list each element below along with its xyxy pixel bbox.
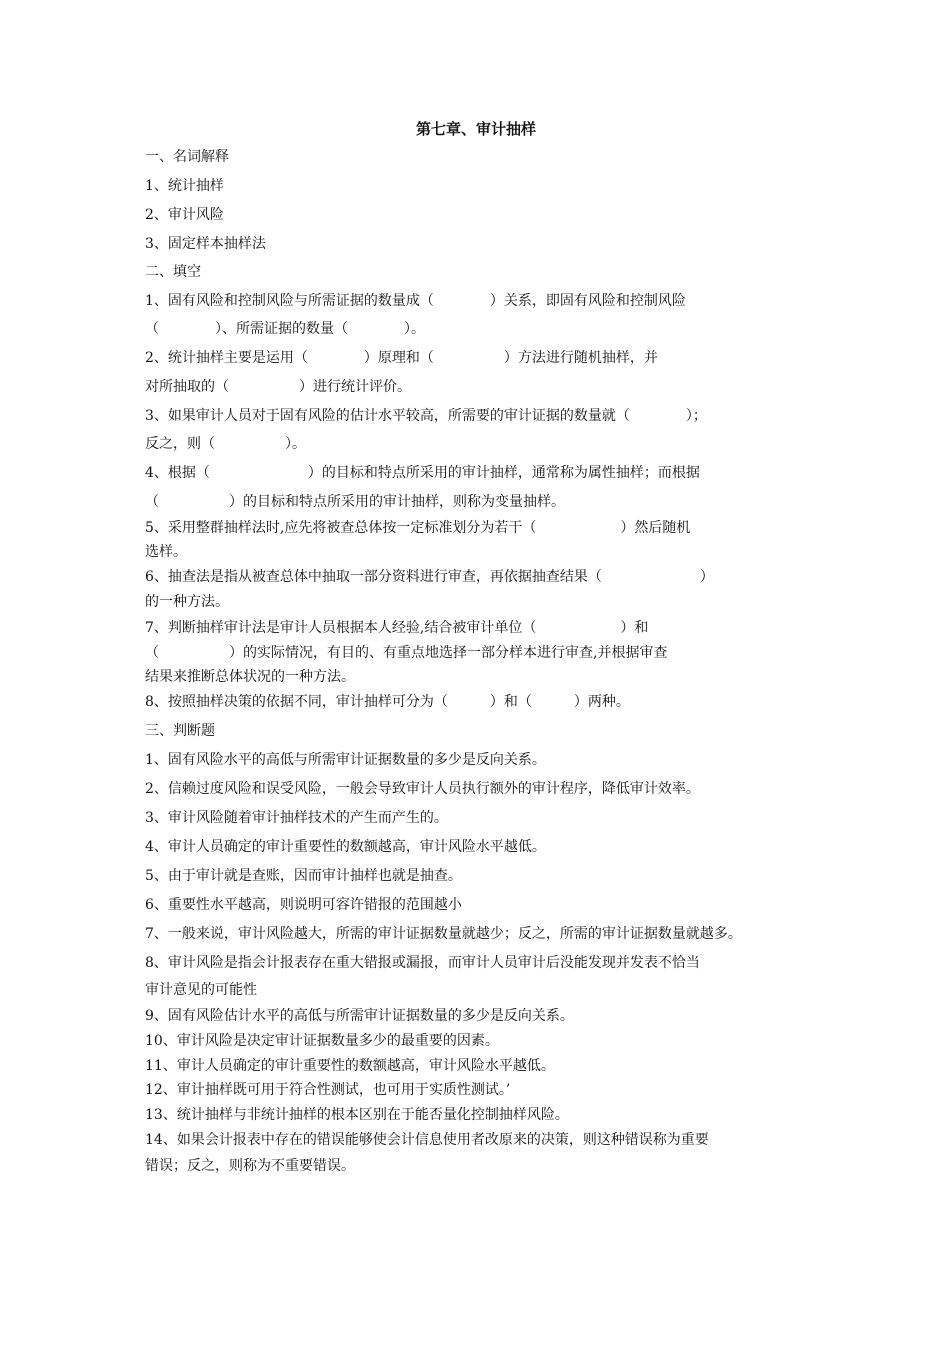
true-false-item: 错误；反之，则称为不重要错误。 [145,1158,355,1174]
fill-in-item: 8、按照抽样决策的依据不同，审计抽样可分为（ ）和（ ）两种。 [145,694,630,710]
fill-in-item: 7、判断抽样审计法是审计人员根据本人经验,结合被审计单位（ ）和 [145,620,649,636]
fill-in-item: （ ）的目标和特点所采用的审计抽样，则称为变量抽样。 [145,494,565,510]
true-false-item: 13、统计抽样与非统计抽样的根本区别在于能否量化控制抽样风险。 [145,1107,569,1123]
fill-in-item: 5、采用整群抽样法时,应先将被查总体按一定标准划分为若干（ ）然后随机 [145,520,691,536]
definition-item: 2、审计风险 [145,207,224,223]
true-false-item: 1、固有风险水平的高低与所需审计证据数量的多少是反向关系。 [145,752,546,768]
fill-in-item: 结果来推断总体状况的一种方法。 [145,669,355,685]
section-heading-true-false: 三、判断题 [145,723,215,739]
definition-item: 1、统计抽样 [145,178,224,194]
page-title: 第七章、审计抽样 [415,120,536,138]
fill-in-item: 的一种方法。 [145,594,229,610]
section-heading-fill-in: 二、填空 [145,264,201,280]
fill-in-item: （ ）的实际情况，有目的、有重点地选择一部分样本进行审查,并根据审查 [145,645,668,661]
true-false-item: 12、审计抽样既可用于符合性测试，也可用于实质性测试。’ [145,1082,511,1098]
fill-in-item: 4、根据（ ）的目标和特点所采用的审计抽样，通常称为属性抽样；而根据 [145,465,700,481]
true-false-item: 10、审计风险是决定审计证据数量多少的最重要的因素。 [145,1033,499,1049]
true-false-item: 7、一般来说，审计风险越大，所需的审计证据数量就越少；反之，所需的审计证据数量就越多。 [145,926,742,942]
true-false-item: 3、审计风险随着审计抽样技术的产生而产生的。 [145,810,448,826]
fill-in-item: 1、固有风险和控制风险与所需证据的数量成（ ）关系，即固有风险和控制风险 [145,293,686,309]
fill-in-item: 对所抽取的（ ）进行统计评价。 [145,379,411,395]
true-false-item: 2、信赖过度风险和误受风险，一般会导致审计人员执行额外的审计程序，降低审计效率。 [145,781,700,797]
true-false-item: 5、由于审计就是查账，因而审计抽样也就是抽查。 [145,868,462,884]
true-false-item: 8、审计风险是指会计报表存在重大错报或漏报，而审计人员审计后没能发现并发表不恰当 [145,955,700,971]
fill-in-item: 选样。 [145,544,187,560]
fill-in-item: （ ）、所需证据的数量（ ）。 [145,321,425,337]
true-false-item: 9、固有风险估计水平的高低与所需审计证据数量的多少是反向关系。 [145,1008,574,1024]
true-false-item: 审计意见的可能性 [145,982,257,998]
fill-in-item: 3、如果审计人员对于固有风险的估计水平较高，所需要的审计证据的数量就（ ）； [145,408,707,424]
true-false-item: 14、如果会计报表中存在的错误能够使会计信息使用者改原来的决策，则这种错误称为重要 [145,1132,709,1148]
true-false-item: 6、重要性水平越高，则说明可容许错报的范围越小 [145,897,462,913]
fill-in-item: 反之，则（ ）。 [145,436,306,452]
section-heading-definitions: 一、名词解释 [145,149,229,165]
true-false-item: 4、审计人员确定的审计重要性的数额越高，审计风险水平越低。 [145,839,546,855]
true-false-item: 11、审计人员确定的审计重要性的数额越高，审计风险水平越低。 [145,1058,555,1074]
fill-in-item: 2、统计抽样主要是运用（ ）原理和（ ）方法进行随机抽样，并 [145,350,658,366]
fill-in-item: 6、抽查法是指从被查总体中抽取一部分资料进行审查，再依据抽查结果（ ） [145,569,714,585]
definition-item: 3、固定样本抽样法 [145,236,266,252]
